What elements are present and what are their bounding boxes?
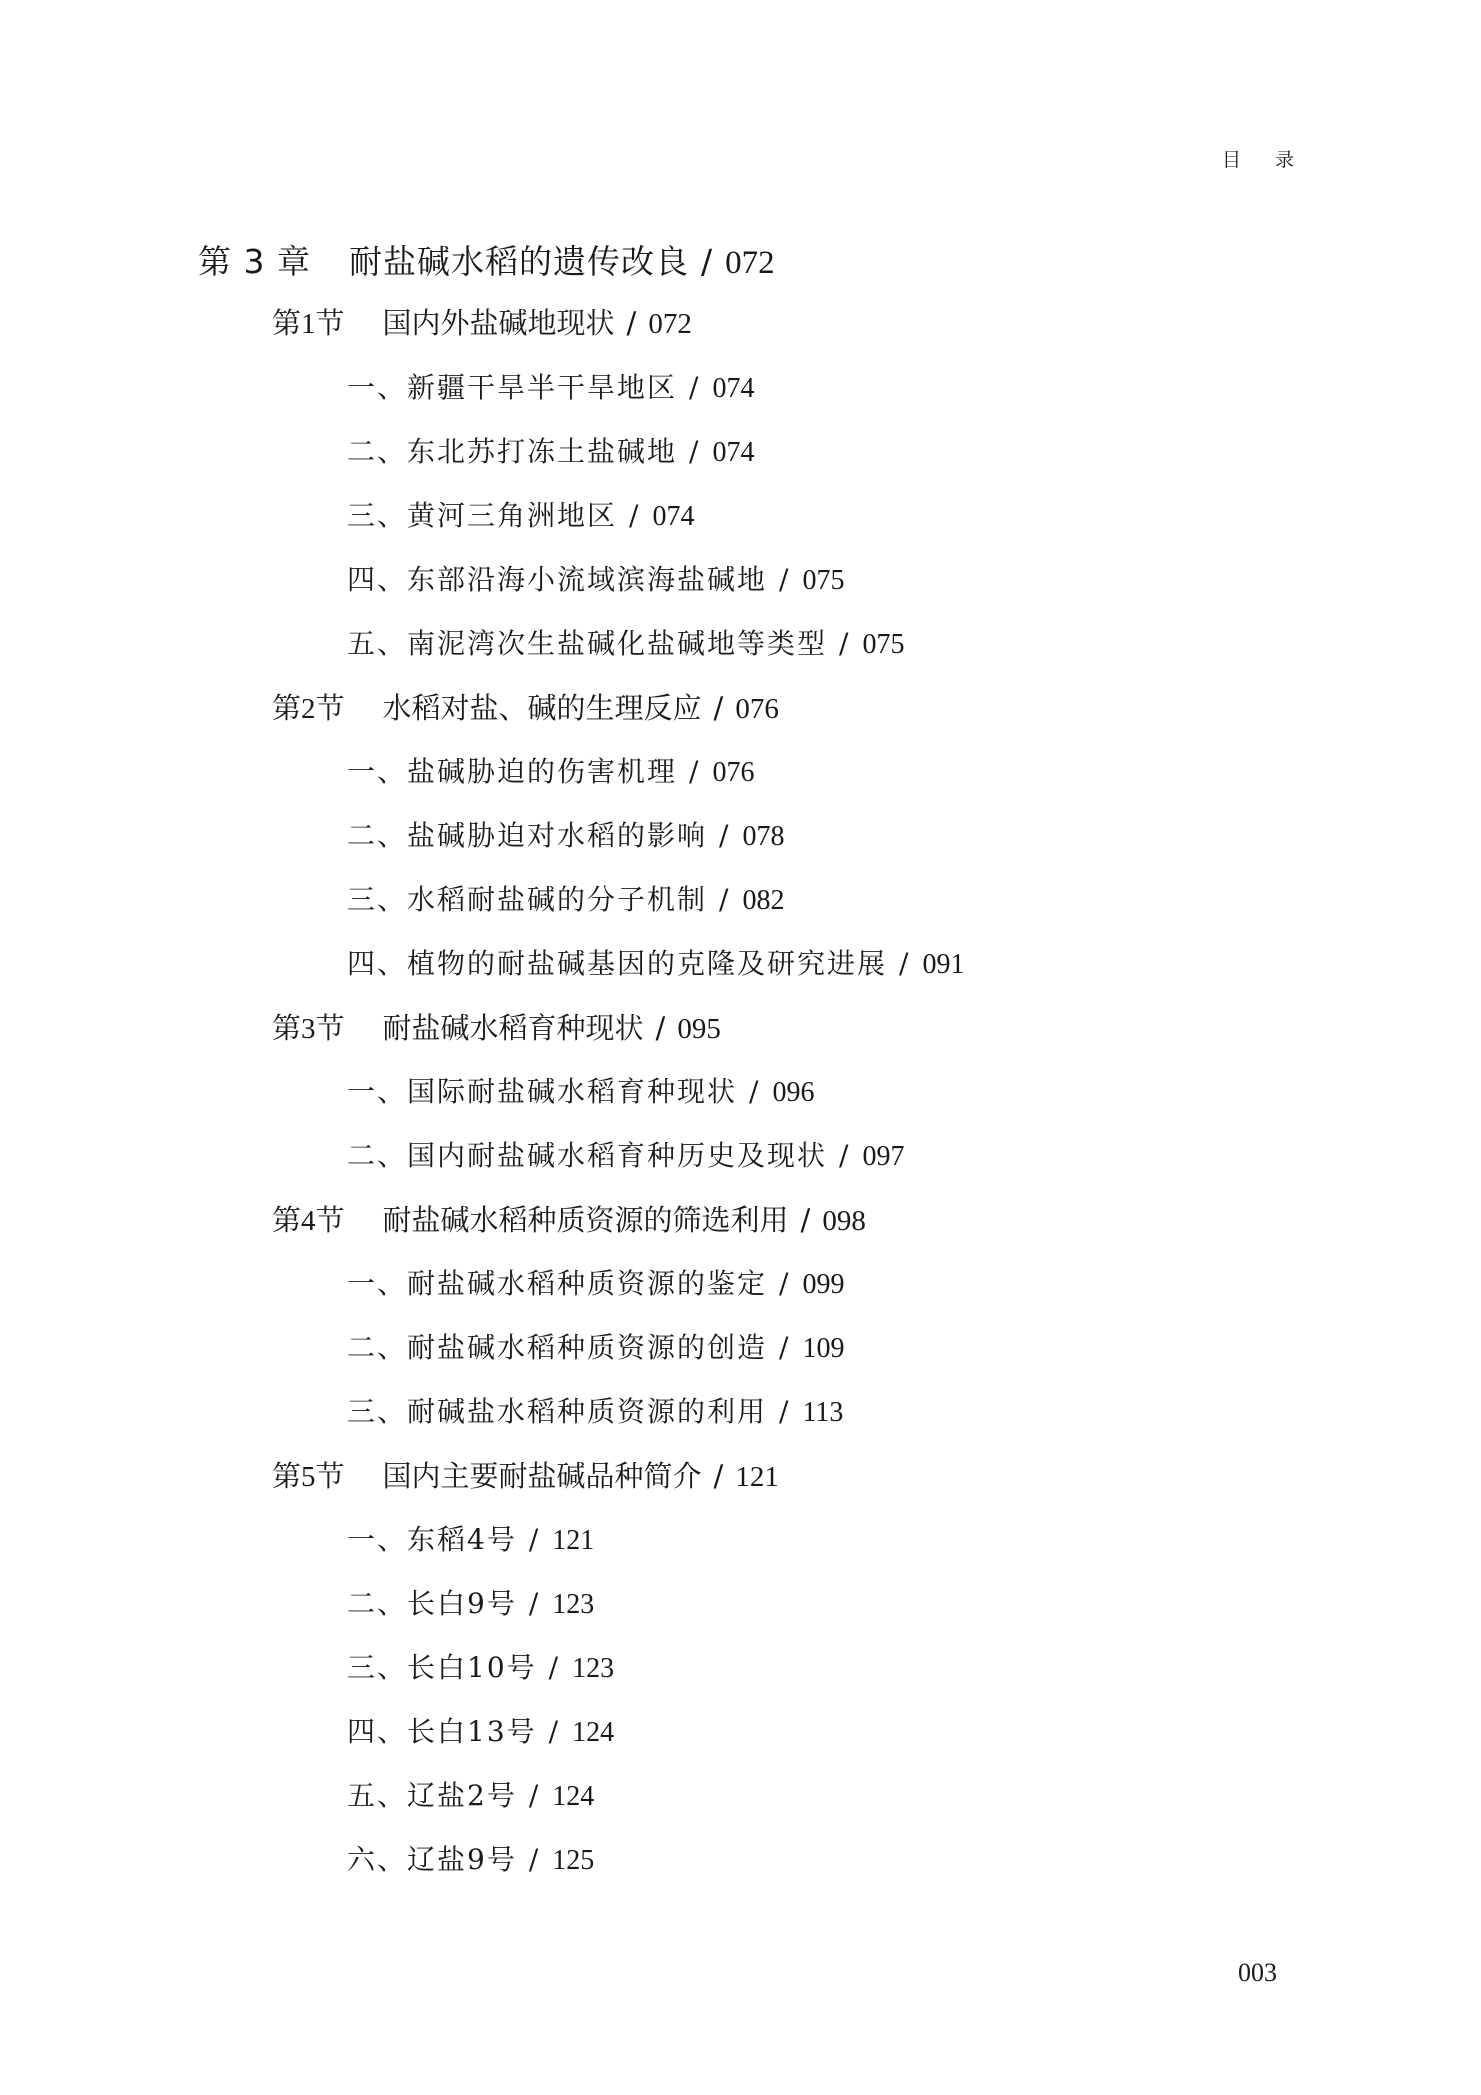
chapter-number-label: 第 3 章 [198,242,311,281]
section-title: 水稻对盐、碱的生理反应 [382,691,702,725]
section-title: 耐盐碱水稻育种现状 [382,1011,644,1045]
item-page-number: 124 [572,1717,615,1748]
toc-item-entry[interactable] [347,627,905,660]
section-page-number: 095 [677,1013,721,1045]
toc-item-entry[interactable] [347,1843,595,1876]
item-title: 二、长白9号 [347,1587,517,1620]
page-separator: / [629,499,641,532]
section-title: 国内主要耐盐碱品种简介 [382,1459,702,1493]
item-page-number: 075 [802,565,845,596]
page-separator: / [548,1651,561,1684]
toc-item-entry[interactable] [347,435,755,468]
toc-chapter-entry[interactable] [198,242,775,281]
item-page-number: 113 [802,1397,844,1428]
item-page-number: 097 [862,1141,905,1172]
item-title: 二、耐盐碱水稻种质资源的创造 [347,1331,768,1364]
page-separator: / [713,691,724,725]
page-separator: / [689,371,701,404]
item-title: 三、黄河三角洲地区 [347,499,618,532]
toc-item-entry[interactable] [347,1523,595,1556]
toc-item-entry[interactable] [347,1587,595,1620]
page-separator: / [839,627,851,660]
page-separator: / [528,1587,541,1620]
item-page-number: 121 [552,1525,595,1556]
item-page-number: 078 [742,821,785,852]
section-label: 第4节 [272,1205,345,1237]
section-page-number: 121 [735,1461,779,1493]
page-separator: / [626,306,637,340]
item-title: 一、国际耐盐碱水稻育种现状 [347,1075,738,1108]
section-page-number: 098 [822,1205,866,1237]
page-separator: / [528,1779,541,1812]
chapter-page-number: 072 [725,245,775,281]
item-page-number: 109 [802,1333,845,1364]
section-label: 第2节 [272,693,345,725]
toc-item-entry[interactable] [347,1779,595,1812]
toc-item-entry[interactable] [347,371,755,404]
page-separator: / [749,1075,761,1108]
toc-item-entry[interactable] [347,1651,615,1684]
page-separator: / [779,1267,791,1300]
page-folio-number: 003 [1238,1958,1277,1987]
item-title: 一、东稻4号 [347,1523,517,1556]
item-page-number: 096 [772,1077,815,1108]
running-head: 目 录 [1222,149,1309,171]
page-separator: / [528,1523,541,1556]
page-separator: / [689,435,701,468]
item-page-number: 074 [712,437,755,468]
item-title: 四、植物的耐盐碱基因的克隆及研究进展 [347,947,888,980]
item-page-number: 076 [712,757,755,788]
item-title: 四、东部沿海小流域滨海盐碱地 [347,563,768,596]
page-separator: / [713,1459,724,1493]
item-page-number: 075 [862,629,905,660]
item-page-number: 074 [652,501,695,532]
toc-item-entry[interactable] [347,1395,844,1428]
toc-section-entry[interactable] [272,1459,779,1493]
page-separator: / [779,563,791,596]
page-separator: / [899,947,911,980]
toc-section-entry[interactable] [272,1011,721,1045]
item-title: 一、盐碱胁迫的伤害机理 [347,755,678,788]
page-separator: / [779,1331,791,1364]
section-page-number: 072 [648,308,692,340]
page-separator: / [779,1395,791,1428]
toc-item-entry[interactable] [347,947,965,980]
toc-item-entry[interactable] [347,1267,845,1300]
item-page-number: 123 [572,1653,615,1684]
item-page-number: 091 [922,949,965,980]
toc-item-entry[interactable] [347,1075,815,1108]
page-separator: / [548,1715,561,1748]
toc-item-entry[interactable] [347,755,755,788]
toc-section-entry[interactable] [272,1203,866,1237]
item-page-number: 099 [802,1269,845,1300]
toc-item-entry[interactable] [347,883,785,916]
page-separator: / [689,755,701,788]
page-separator: / [800,1203,811,1237]
section-title: 国内外盐碱地现状 [382,306,615,340]
toc-section-entry[interactable] [272,306,692,340]
toc-item-entry[interactable] [347,499,695,532]
item-title: 六、辽盐9号 [347,1843,517,1876]
section-label: 第1节 [272,308,345,340]
page-separator: / [719,883,731,916]
item-page-number: 125 [552,1845,595,1876]
toc-item-entry[interactable] [347,819,785,852]
item-title: 三、长白10号 [347,1651,537,1684]
item-page-number: 074 [712,373,755,404]
item-title: 一、新疆干旱半干旱地区 [347,371,678,404]
page-separator: / [700,242,714,281]
item-page-number: 124 [552,1781,595,1812]
toc-item-entry[interactable] [347,1139,905,1172]
page-separator: / [655,1011,666,1045]
section-label: 第3节 [272,1013,345,1045]
page-separator: / [839,1139,851,1172]
item-title: 五、辽盐2号 [347,1779,517,1812]
item-title: 二、盐碱胁迫对水稻的影响 [347,819,708,852]
page-separator: / [528,1843,541,1876]
chapter-title: 耐盐碱水稻的遗传改良 [348,242,689,281]
section-page-number: 076 [735,693,779,725]
item-page-number: 123 [552,1589,595,1620]
item-title: 二、东北苏打冻土盐碱地 [347,435,678,468]
item-title: 三、水稻耐盐碱的分子机制 [347,883,708,916]
item-title: 三、耐碱盐水稻种质资源的利用 [347,1395,768,1428]
item-title: 一、耐盐碱水稻种质资源的鉴定 [347,1267,768,1300]
toc-item-entry[interactable] [347,1331,845,1364]
toc-item-entry[interactable] [347,563,845,596]
item-title: 四、长白13号 [347,1715,537,1748]
section-title: 耐盐碱水稻种质资源的筛选利用 [382,1203,789,1237]
item-title: 五、南泥湾次生盐碱化盐碱地等类型 [347,627,828,660]
item-page-number: 082 [742,885,785,916]
toc-item-entry[interactable] [347,1715,615,1748]
section-label: 第5节 [272,1461,345,1493]
toc-section-entry[interactable] [272,691,779,725]
page-separator: / [719,819,731,852]
item-title: 二、国内耐盐碱水稻育种历史及现状 [347,1139,828,1172]
